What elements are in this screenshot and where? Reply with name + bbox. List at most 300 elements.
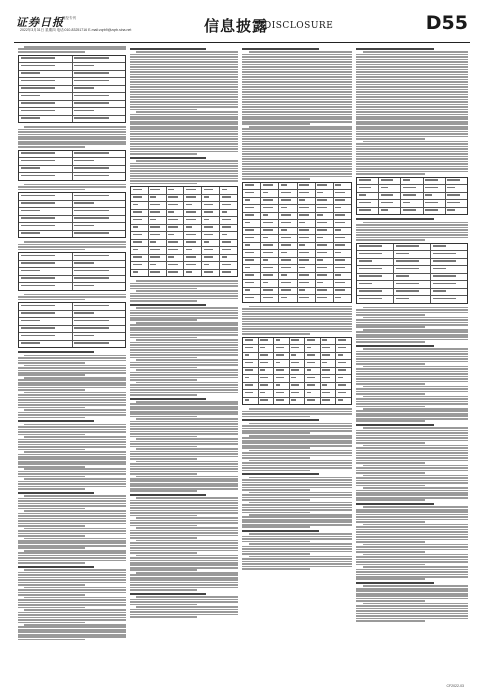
text-line [130, 374, 238, 376]
table-cell [279, 235, 297, 242]
table-cell [424, 193, 446, 200]
text-line [242, 416, 310, 418]
table-cell [334, 243, 351, 250]
table-row [19, 151, 125, 159]
table-cell [131, 262, 149, 269]
text-line [242, 168, 352, 170]
cell-text [245, 252, 255, 254]
text-paragraph [18, 126, 126, 147]
table-cell [167, 195, 185, 202]
cell-text [74, 152, 109, 154]
cell-text [21, 327, 56, 329]
text-line [18, 407, 85, 409]
cell-text [74, 202, 94, 204]
text-line [356, 158, 468, 160]
text-line [18, 562, 85, 564]
table-row [243, 258, 351, 266]
text-line [130, 173, 238, 175]
table-cell [19, 333, 73, 340]
cell-text [322, 339, 327, 341]
text-line [356, 324, 468, 326]
table-cell [357, 244, 394, 251]
table-cell [243, 353, 259, 360]
text-line [242, 442, 352, 444]
table-cell [202, 210, 220, 217]
text-line [130, 94, 238, 96]
text-line [130, 471, 238, 473]
text-line [130, 478, 238, 480]
cell-text [338, 392, 346, 394]
text-paragraph [356, 396, 468, 408]
table-cell [19, 283, 73, 290]
cell-text [263, 244, 273, 246]
cell-text [281, 184, 287, 186]
table-cell [274, 353, 290, 360]
cell-text [396, 260, 419, 262]
table-row [357, 185, 467, 193]
text-line [356, 322, 468, 324]
table-cell [401, 208, 423, 215]
table-row [131, 240, 237, 248]
text-line [18, 397, 126, 399]
text-line [18, 444, 126, 446]
text-line [24, 451, 126, 453]
cell-text [245, 347, 253, 349]
text-line [130, 327, 238, 329]
table-cell [220, 202, 237, 209]
text-line [130, 131, 238, 133]
table-cell [259, 368, 275, 375]
paragraph-heading [242, 48, 319, 50]
cell-text [186, 249, 192, 251]
table-cell [19, 223, 73, 230]
text-line [130, 337, 197, 339]
text-line [356, 232, 468, 234]
text-line [24, 624, 126, 626]
text-paragraph [18, 624, 126, 641]
cell-text [74, 225, 94, 227]
table-row [243, 368, 351, 376]
table-row [243, 383, 351, 391]
table-cell [73, 86, 126, 93]
cell-text [204, 211, 214, 213]
text-line [130, 582, 238, 584]
text-line [356, 401, 468, 403]
text-line [130, 502, 238, 504]
table-cell [19, 318, 73, 325]
text-line [356, 435, 468, 437]
cell-text [335, 199, 345, 201]
cell-text [281, 207, 287, 209]
text-line [18, 626, 126, 628]
text-line [242, 308, 352, 310]
table-cell [334, 235, 351, 242]
text-line [242, 541, 310, 543]
text-line [130, 136, 238, 138]
page-header [14, 14, 470, 42]
text-line [356, 89, 468, 91]
cell-text [263, 289, 273, 291]
table-cell [401, 185, 423, 192]
text-line [18, 394, 126, 396]
table-cell [305, 353, 321, 360]
table-cell [298, 183, 316, 190]
table-cell [336, 383, 351, 390]
text-line [130, 178, 238, 180]
cell-text [245, 297, 255, 299]
table-cell [19, 93, 73, 100]
table-cell [279, 258, 297, 265]
text-line [242, 470, 310, 472]
text-line [24, 392, 126, 394]
text-line [130, 525, 197, 527]
table-cell [19, 108, 73, 115]
text-line [130, 601, 238, 603]
cell-text [433, 298, 456, 300]
table-cell [357, 178, 379, 185]
cell-text [317, 252, 327, 254]
text-paragraph [18, 392, 126, 409]
text-line [18, 589, 126, 591]
table-cell [184, 270, 202, 277]
table-cell [357, 200, 379, 207]
text-line [356, 472, 425, 474]
cell-text [245, 377, 250, 379]
paragraph-heading [130, 494, 206, 496]
text-line [18, 387, 126, 389]
table-row [357, 193, 467, 201]
table-row [19, 63, 125, 71]
text-line [363, 329, 468, 331]
cell-text [186, 264, 196, 266]
table-cell [305, 375, 321, 382]
text-line [130, 332, 238, 334]
text-paragraph [18, 566, 126, 586]
cell-text [335, 297, 341, 299]
text-line [136, 596, 238, 598]
text-line [356, 312, 468, 314]
text-line [363, 396, 468, 398]
text-line [130, 485, 238, 487]
table-cell [424, 208, 446, 215]
cell-text [276, 354, 284, 356]
text-line [356, 620, 425, 622]
table-cell [334, 228, 351, 235]
text-line [130, 406, 238, 408]
cell-text [307, 369, 312, 371]
cell-text [150, 196, 156, 198]
cell-text [204, 241, 210, 243]
table-row [243, 265, 351, 273]
table-cell [184, 247, 202, 254]
table-row [19, 158, 125, 166]
text-line [242, 114, 352, 116]
table-cell [149, 195, 167, 202]
text-line [130, 344, 238, 346]
cell-text [263, 229, 273, 231]
cell-text [186, 241, 196, 243]
cell-text [133, 241, 143, 243]
table-cell [357, 208, 379, 215]
text-line [356, 341, 425, 343]
table-cell [424, 178, 446, 185]
text-line [356, 492, 468, 494]
text-line [18, 488, 85, 490]
text-line [356, 485, 425, 487]
text-paragraph [18, 587, 126, 596]
cell-text [281, 199, 291, 201]
text-paragraph [356, 465, 468, 474]
cell-text [260, 384, 268, 386]
text-paragraph [18, 451, 126, 468]
table-cell [279, 190, 297, 197]
cell-text [245, 289, 251, 291]
text-line [130, 505, 238, 507]
text-line [18, 431, 126, 433]
text-line [356, 114, 468, 116]
text-line [356, 234, 468, 236]
table-cell [298, 213, 316, 220]
text-line [356, 378, 468, 380]
table-row [19, 201, 125, 209]
text-line [356, 514, 468, 516]
text-line [18, 602, 126, 604]
paragraph-heading [356, 48, 434, 50]
table-cell [290, 338, 306, 345]
table-cell [19, 101, 73, 108]
table-cell [321, 345, 337, 352]
cell-text [150, 249, 160, 251]
table-cell [305, 398, 321, 405]
text-line [18, 572, 126, 574]
text-line [18, 186, 126, 188]
text-line [356, 79, 468, 81]
cell-text [204, 256, 214, 258]
table-cell [73, 71, 126, 78]
text-paragraph [18, 538, 126, 550]
cell-text [186, 226, 192, 228]
table-row [131, 195, 237, 203]
table-cell [73, 326, 126, 333]
cell-text [403, 209, 416, 211]
cell-text [263, 252, 273, 254]
text-line [130, 515, 197, 517]
text-line [242, 178, 310, 180]
text-paragraph [130, 555, 238, 572]
text-line [130, 317, 238, 319]
table-cell [431, 281, 467, 288]
text-line [242, 538, 352, 540]
text-line [356, 84, 468, 86]
text-line [18, 481, 126, 483]
table-row [243, 183, 351, 191]
cell-text [168, 249, 178, 251]
cell-text [21, 262, 56, 264]
text-line [356, 559, 468, 561]
text-line [356, 373, 468, 375]
text-line [242, 171, 352, 173]
cell-text [133, 249, 139, 251]
text-line [24, 569, 126, 571]
text-line [18, 412, 126, 414]
cell-text [222, 241, 232, 243]
table-cell [149, 240, 167, 247]
text-line [356, 381, 468, 383]
text-line [356, 499, 425, 501]
text-paragraph [18, 597, 126, 609]
text-line [18, 505, 126, 507]
cell-text [245, 399, 250, 401]
cell-text [281, 244, 291, 246]
table-cell [73, 93, 126, 100]
text-line [136, 540, 238, 542]
text-line [18, 612, 126, 614]
cell-text [281, 222, 291, 224]
table-cell [336, 338, 351, 345]
cell-text [150, 211, 160, 213]
table-cell [357, 266, 394, 273]
text-paragraph [18, 409, 126, 418]
cell-text [222, 219, 232, 221]
text-line [242, 465, 352, 467]
text-line [356, 415, 468, 417]
table-row [243, 295, 351, 302]
text-line [130, 59, 238, 61]
text-line [18, 429, 126, 431]
text-line [130, 542, 238, 544]
text-line [18, 246, 126, 248]
cell-text [21, 80, 56, 82]
cell-text [245, 184, 255, 186]
cell-text [186, 256, 196, 258]
table-cell [334, 198, 351, 205]
table-cell [279, 220, 297, 227]
table-cell [202, 187, 220, 194]
cell-text [359, 253, 382, 255]
text-line [130, 569, 197, 571]
table-cell [261, 258, 279, 265]
table-cell [261, 295, 279, 302]
table-cell [184, 262, 202, 269]
cell-text [335, 184, 341, 186]
cell-text [150, 241, 156, 243]
text-paragraph [242, 530, 352, 542]
table-cell [243, 235, 261, 242]
cell-text [21, 320, 41, 322]
text-line [356, 526, 468, 528]
table-cell [73, 276, 126, 283]
cell-text [276, 339, 281, 341]
cell-text [222, 234, 228, 236]
cell-text [245, 384, 253, 386]
table-cell [19, 261, 73, 268]
text-line [130, 295, 238, 297]
text-line [356, 509, 468, 511]
cell-text [204, 219, 210, 221]
paragraph-heading [356, 345, 434, 347]
cell-text [338, 369, 346, 371]
cell-text [299, 259, 309, 261]
cell-text [245, 199, 251, 201]
text-line [130, 512, 238, 514]
text-line [356, 143, 468, 145]
text-paragraph [242, 460, 352, 472]
data-table [242, 337, 352, 406]
cell-text [21, 72, 41, 74]
cell-text [322, 392, 330, 394]
text-line [136, 418, 238, 420]
text-line [130, 408, 238, 410]
cell-text [21, 110, 56, 112]
text-line [242, 316, 352, 318]
text-line [356, 574, 468, 576]
cell-text [133, 226, 139, 228]
text-line [242, 462, 352, 464]
cell-text [359, 290, 382, 292]
text-line [356, 551, 425, 553]
table-cell [274, 360, 290, 367]
text-line [130, 347, 238, 349]
text-paragraph [356, 524, 468, 543]
paragraph-heading [356, 582, 434, 584]
cell-text [317, 214, 323, 216]
text-line [363, 445, 468, 447]
table-cell [167, 217, 185, 224]
table-cell [243, 295, 261, 302]
cell-text [317, 222, 327, 224]
data-table [242, 182, 352, 303]
text-line [130, 394, 197, 396]
footer-code: CF2022-03 [446, 684, 464, 688]
text-line [130, 138, 238, 140]
text-line [130, 473, 197, 475]
table-cell [202, 195, 220, 202]
table-cell [261, 228, 279, 235]
table-cell [379, 178, 401, 185]
text-line [249, 492, 352, 494]
table-cell [379, 200, 401, 207]
cell-text [263, 207, 273, 209]
text-line [249, 556, 352, 558]
cell-text [299, 222, 305, 224]
text-line [363, 475, 468, 477]
table-cell [357, 193, 379, 200]
text-line [130, 367, 197, 369]
text-line [130, 458, 197, 460]
text-line [242, 432, 310, 434]
text-line [356, 576, 468, 578]
text-line [242, 313, 352, 315]
cell-text [133, 189, 143, 191]
text-line [130, 604, 197, 606]
text-line [130, 71, 238, 73]
table-cell [184, 187, 202, 194]
cell-text [222, 204, 232, 206]
text-line [356, 131, 468, 133]
table-cell [73, 108, 126, 115]
cell-text [425, 179, 438, 181]
text-line [242, 509, 352, 511]
table-cell [298, 280, 316, 287]
text-line [130, 403, 238, 405]
text-line [356, 368, 468, 370]
table-cell [149, 232, 167, 239]
header-rule [14, 42, 470, 43]
text-line [356, 153, 468, 155]
cell-text [21, 285, 56, 287]
table-cell [19, 341, 73, 348]
table-cell [316, 273, 334, 280]
